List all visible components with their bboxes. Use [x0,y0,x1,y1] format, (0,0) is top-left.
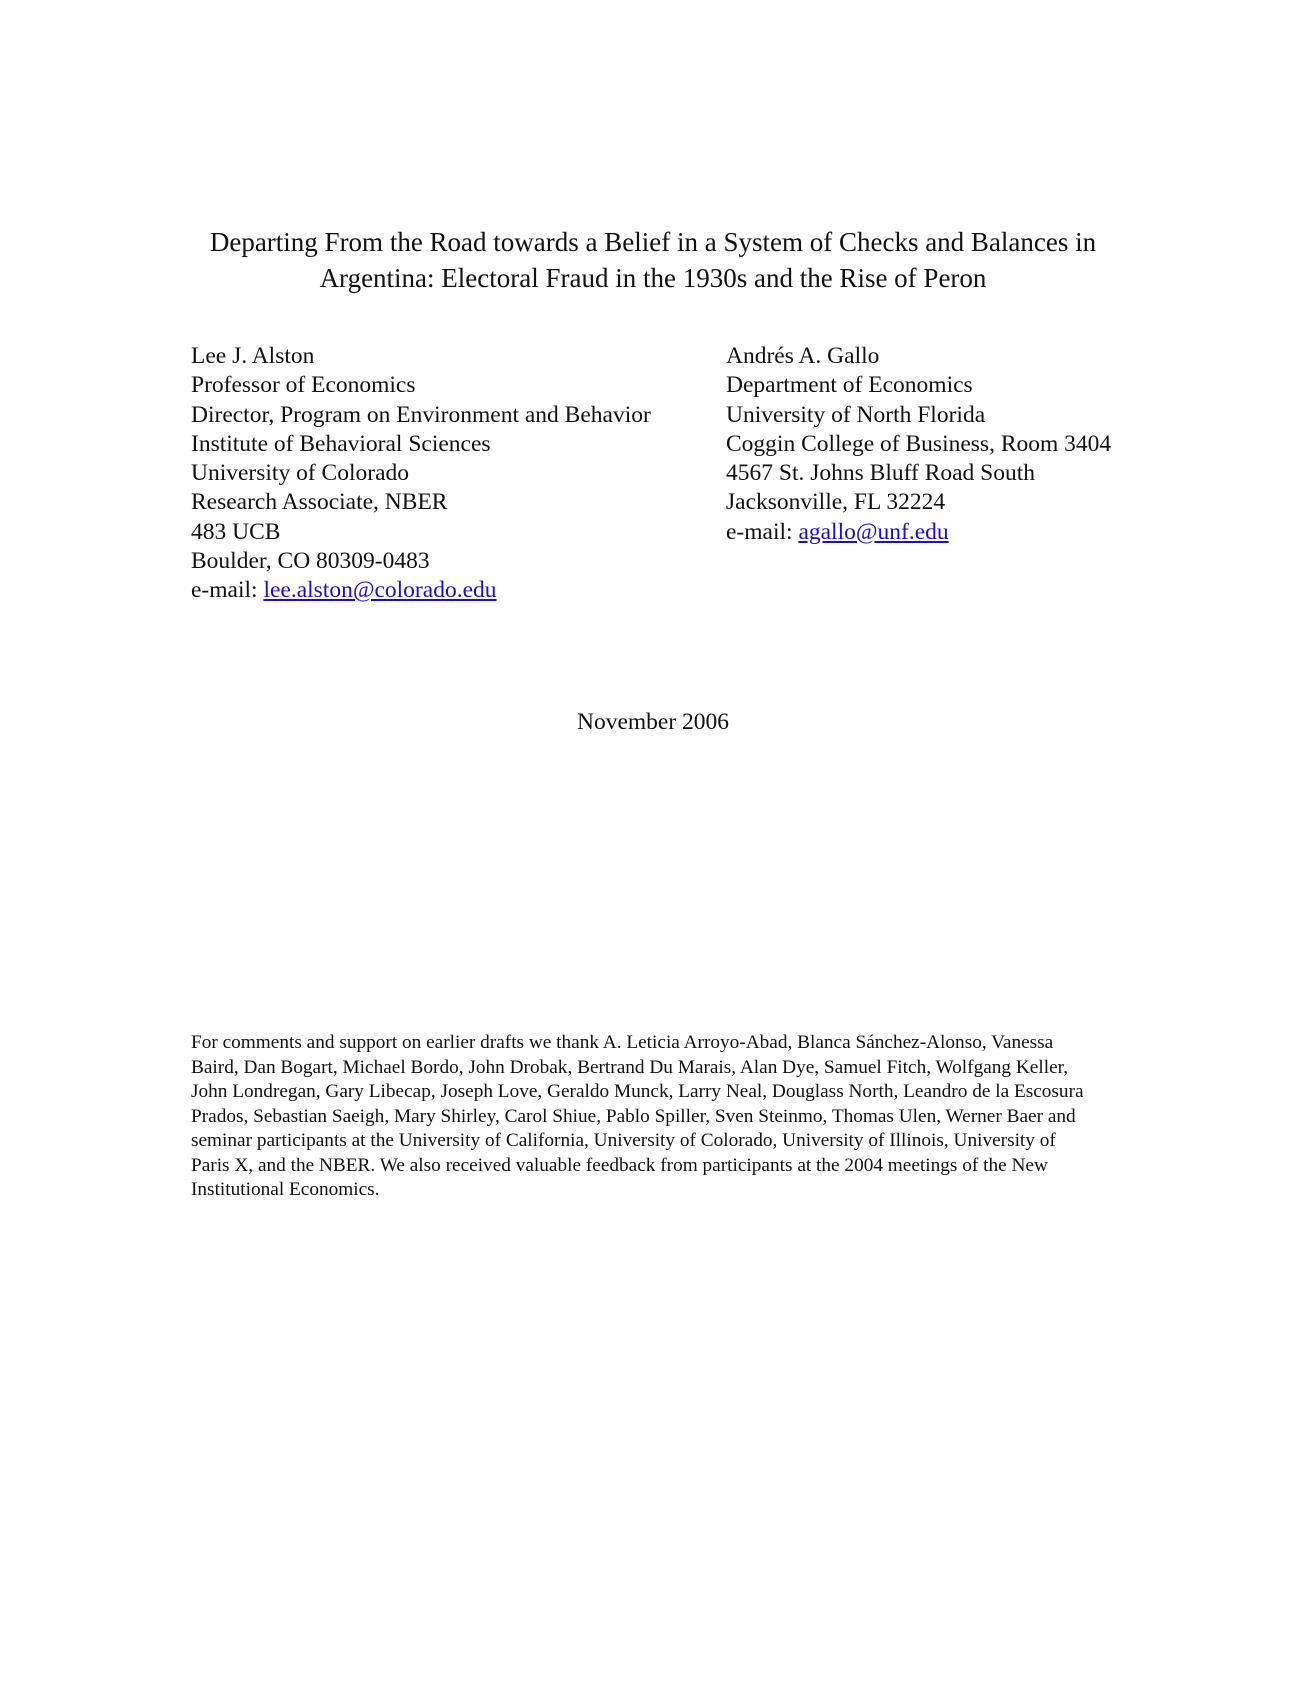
author-name: Andrés A. Gallo [726,343,880,369]
email-label: e-mail: [726,518,799,545]
author-block-gallo [726,342,1111,547]
author-affiliation-line: University of Colorado [191,460,409,487]
email-link[interactable]: agallo@unf.edu [798,518,949,545]
author-affiliation-line: Research Associate, NBER [191,489,448,516]
acknowledgement-line: For comments and support on earlier drafts we thank A. Leticia Arroyo-Abad, Blanca Sánchez-Alonso, Vanessa [191,1032,1054,1053]
acknowledgement-line: seminar participants at the University of California, University of Colorado, University of Illinois, University of [191,1130,1056,1151]
acknowledgement-line: John Londregan, Gary Libecap, Joseph Love, Geraldo Munck, Larry Neal, Douglass North, Leandro de la Escosura [191,1081,1084,1102]
publication-date: November 2006 [576,709,730,735]
author-address-line: Jacksonville, FL 32224 [726,489,946,516]
email-link[interactable]: lee.alston@colorado.edu [263,577,497,604]
author-block-alston [191,342,651,606]
author-affiliation-line: Institute of Behavioral Sciences [191,430,491,457]
author-affiliation-line: Director, Program on Environment and Behavior [191,401,651,428]
author-email-row [726,518,1111,547]
email-label: e-mail: [191,577,264,604]
title-line: Departing From the Road towards a Belief in a System of Checks and Balances in [209,227,1097,257]
acknowledgement-line: Paris X, and the NBER. We also received valuable feedback from participants at the 2004 meetings of the New [191,1154,1048,1176]
acknowledgement-line: Baird, Dan Bogart, Michael Bordo, John Drobak, Bertrand Du Marais, Alan Dye, Samuel Fitch, Wolfgang Keller, [191,1056,1069,1078]
acknowledgement-line: Prados, Sebastian Saeigh, Mary Shirley, Carol Shiue, Pablo Spiller, Sven Steinmo, Thomas Ulen, Werner Baer and [191,1105,1076,1127]
author-address-line: Boulder, CO 80309-0483 [191,548,430,575]
author-affiliation-line: Coggin College of Business, Room 3404 [726,430,1112,457]
paper-title [150,224,1156,296]
author-address-line: 4567 St. Johns Bluff Road South [726,460,1036,487]
author-affiliation-line: Department of Economics [726,372,973,399]
author-email-row [191,576,651,605]
author-affiliation-line: Professor of Economics [191,372,416,399]
title-line: Argentina: Electoral Fraud in the 1930s and the Rise of Peron [319,263,987,293]
acknowledgement-line: Institutional Economics. [191,1179,380,1200]
author-affiliation-line: University of North Florida [726,401,986,428]
acknowledgement-footnote [191,1031,1191,1203]
author-name: Lee J. Alston [191,343,315,369]
author-address-line: 483 UCB [191,518,281,545]
